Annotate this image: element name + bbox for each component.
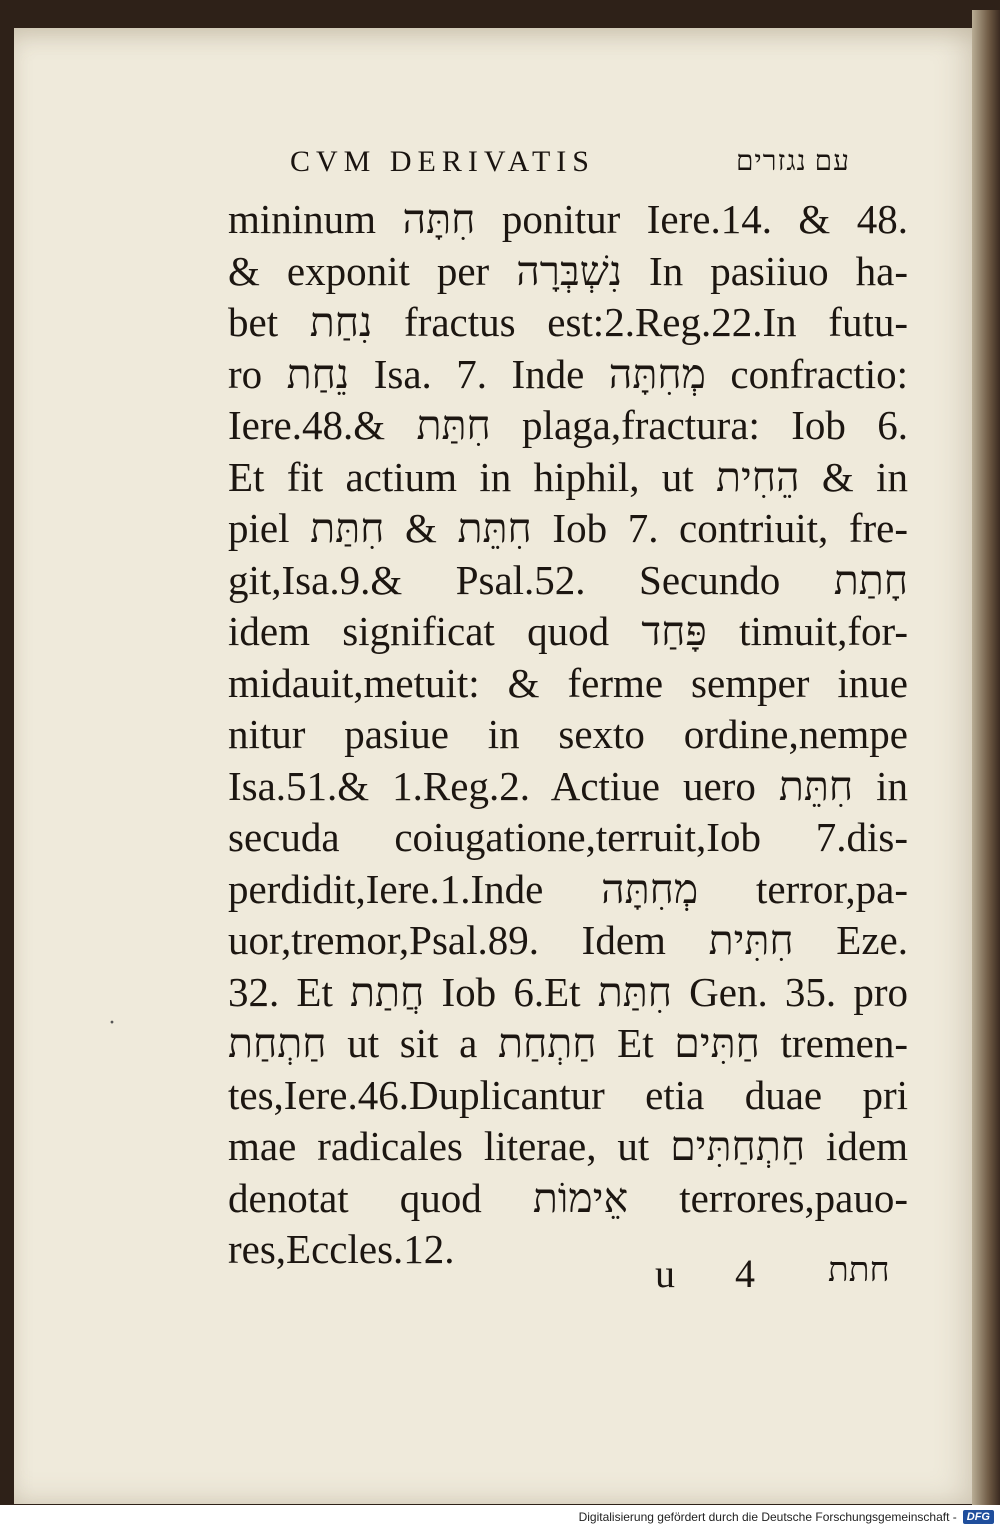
text-line: res,Eccles.12. (228, 1226, 455, 1272)
text-line: bet נִחַת fractus est:2.Reg.22.In futu- (228, 299, 908, 345)
text-line: idem significat quod פָּחַד timuit,for- (228, 608, 908, 654)
text-line: perdidit,Iere.1.Inde מְחִתָּה terror,pa- (228, 865, 908, 912)
text-line: & exponit per נִשְׁבְּרָה In pasiiuo ha- (228, 247, 908, 294)
text-line: git,Isa.9.& Psal.52. Secundo חָתַת (228, 556, 908, 603)
text-line: חַתְחַת ut sit a חַתְחַת Et חַתִּים tremen- (228, 1020, 908, 1066)
dfg-logo: DFG (963, 1510, 994, 1524)
running-header (290, 140, 850, 184)
catchword: חתת (828, 1252, 890, 1289)
text-line: piel חִתֵּת & חִתַּת Iob 7. contriuit, fre- (228, 505, 908, 551)
header-hebrew: עם נגזרים (735, 146, 850, 177)
text-line: secuda coiugatione,terruit,Iob 7.dis- (228, 814, 908, 860)
text-line: denotat quod אֵימוֹת terrores,pauo- (228, 1174, 908, 1221)
text-line: mininum חִתָּה ponitur Iere.14. & 48. (228, 196, 908, 242)
text-line: Et fit actium in hiphil, ut הֵחִית & in (228, 453, 908, 500)
text-line: nitur pasiue in sexto ordine,nempe (228, 711, 908, 757)
text-line: uor,tremor,Psal.89. Idem חִתִּית Eze. (228, 917, 908, 963)
marginal-mark: · (108, 1010, 116, 1036)
credit-bar (0, 1505, 1000, 1529)
text-line: ro נֵחַת Isa. 7. Inde מְחִתָּה confractio: (228, 350, 908, 397)
signature-mark: u (655, 1251, 675, 1296)
page-edge (972, 10, 1000, 1505)
folio-number: 4 (735, 1251, 755, 1296)
text-line: tes,Iere.46.Duplicantur etia duae pri (228, 1071, 908, 1118)
text-line: mae radicales literae, ut חַתְחַתִּים idem (228, 1123, 908, 1169)
header-latin: CVM DERIVATIS (290, 145, 595, 178)
text-line: Iere.48.& חִתַּת plaga,fractura: Iob 6. (228, 402, 908, 448)
text-line: Isa.51.& 1.Reg.2. Actiue uero חִתֵּת in (228, 762, 908, 809)
body-text (228, 194, 908, 1276)
text-line: 32. Et חֲתַת Iob 6.Et חִתַּת Gen. 35. pro (228, 968, 908, 1015)
text-line: midauit,metuit: & ferme semper inue (228, 659, 908, 706)
credit-text: Digitalisierung gefördert durch die Deutsche Forschungsgemeinschaft - (578, 1510, 957, 1524)
